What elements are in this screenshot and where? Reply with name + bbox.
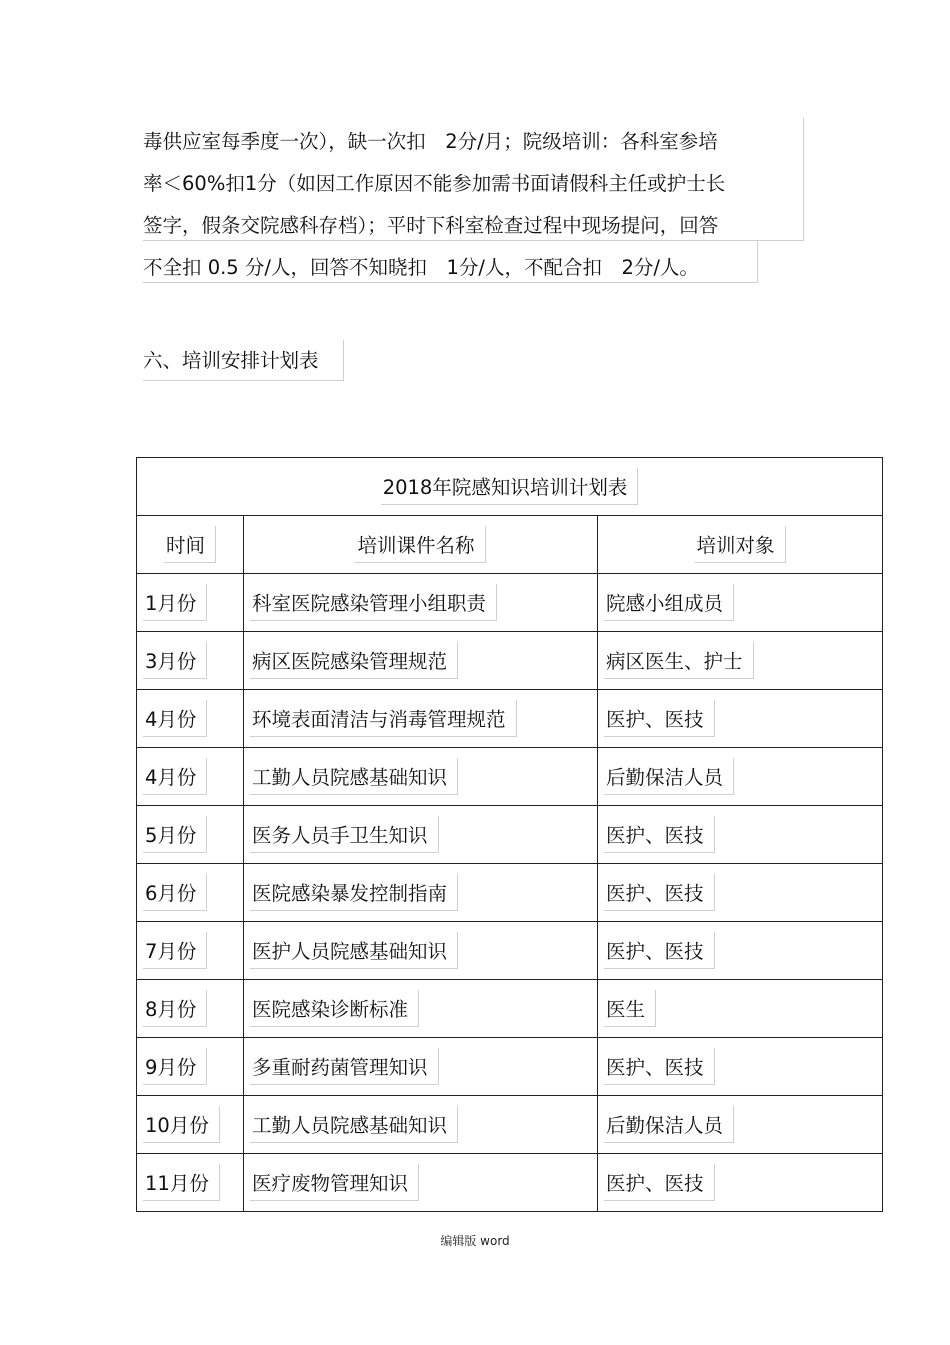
cell-month: 8月份: [137, 980, 244, 1038]
cell-course-name: 医疗废物管理知识: [244, 1154, 598, 1212]
cell-audience: 医护、医技: [598, 864, 883, 922]
footer-text: 编辑版 word: [440, 1234, 510, 1248]
cell-audience: 后勤保洁人员: [598, 1096, 883, 1154]
cell-month: 3月份: [137, 632, 244, 690]
table-row: [137, 632, 883, 690]
field-box-artifact: [143, 240, 758, 283]
table-row: [137, 864, 883, 922]
paragraph-line: 毒供应室每季度一次），缺一次扣 2分/月；院级培训：各科室参培: [143, 130, 718, 153]
cell-course-name: 环境表面清洁与消毒管理规范: [244, 690, 598, 748]
table-row: [137, 980, 883, 1038]
cell-month: 11月份: [137, 1154, 244, 1212]
table-row: [137, 690, 883, 748]
cell-course-name: 病区医院感染管理规范: [244, 632, 598, 690]
cell-month: 7月份: [137, 922, 244, 980]
cell-course-name: 工勤人员院感基础知识: [244, 1096, 598, 1154]
column-header-course: 培训课件名称: [244, 516, 598, 574]
cell-month: 6月份: [137, 864, 244, 922]
cell-course-name: 工勤人员院感基础知识: [244, 748, 598, 806]
paragraph-line: 不全扣 0.5 分/人，回答不知晓扣 1分/人，不配合扣 2分/人。: [143, 256, 699, 279]
paragraph-line: 签字，假条交院感科存档）；平时下科室检查过程中现场提问，回答: [143, 214, 719, 237]
table-title: 2018年院感知识培训计划表: [137, 458, 883, 516]
cell-audience: 院感小组成员: [598, 574, 883, 632]
paragraph-line: 率＜60%扣1分（如因工作原因不能参加需书面请假科主任或护士长: [143, 172, 726, 195]
cell-course-name: 医务人员手卫生知识: [244, 806, 598, 864]
cell-month: 10月份: [137, 1096, 244, 1154]
table-header-row: [137, 516, 883, 574]
cell-course-name: 多重耐药菌管理知识: [244, 1038, 598, 1096]
cell-audience: 医护、医技: [598, 806, 883, 864]
table-title-row: [137, 458, 883, 516]
cell-audience: 医生: [598, 980, 883, 1038]
table-row: [137, 1038, 883, 1096]
cell-month: 9月份: [137, 1038, 244, 1096]
section-heading: 六、培训安排计划表: [143, 349, 319, 372]
table-row: [137, 574, 883, 632]
field-box-artifact: [143, 340, 344, 381]
table-row: [137, 748, 883, 806]
cell-audience: 后勤保洁人员: [598, 748, 883, 806]
cell-audience: 医护、医技: [598, 690, 883, 748]
cell-course-name: 医院感染诊断标准: [244, 980, 598, 1038]
cell-course-name: 医院感染暴发控制指南: [244, 864, 598, 922]
column-header-audience: 培训对象: [598, 516, 883, 574]
column-header-time: 时间: [137, 516, 244, 574]
cell-audience: 病区医生、护士: [598, 632, 883, 690]
cell-month: 1月份: [137, 574, 244, 632]
table-body: [137, 574, 883, 1212]
cell-month: 4月份: [137, 690, 244, 748]
cell-course-name: 医护人员院感基础知识: [244, 922, 598, 980]
table-row: [137, 1096, 883, 1154]
cell-audience: 医护、医技: [598, 922, 883, 980]
cell-audience: 医护、医技: [598, 1038, 883, 1096]
table-row: [137, 922, 883, 980]
cell-course-name: 科室医院感染管理小组职责: [244, 574, 598, 632]
cell-audience: 医护、医技: [598, 1154, 883, 1212]
cell-month: 5月份: [137, 806, 244, 864]
field-box-artifact: [143, 118, 804, 241]
training-plan-table: [136, 457, 883, 1212]
table-row: [137, 806, 883, 864]
table-row: [137, 1154, 883, 1212]
cell-month: 4月份: [137, 748, 244, 806]
